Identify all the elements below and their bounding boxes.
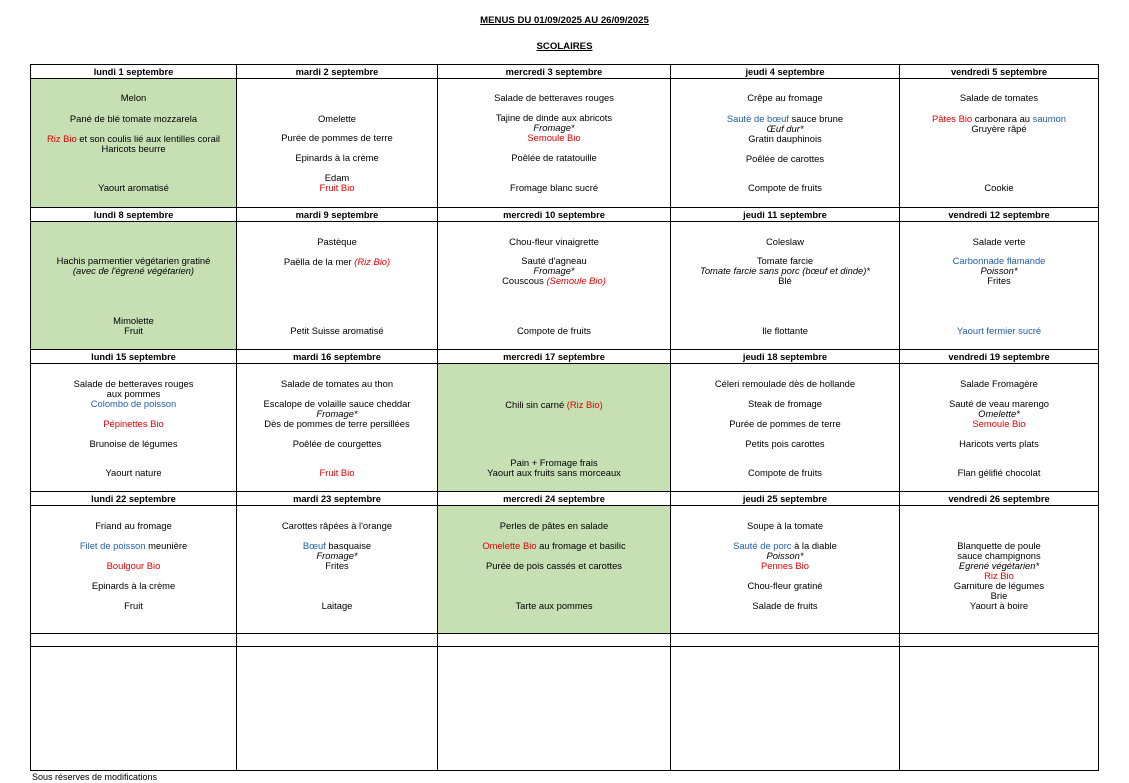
- menu-item-text: Poêlée de ratatouille: [511, 152, 597, 163]
- menu-subtitle: SCOLAIRES: [536, 41, 593, 52]
- menu-item-text: Fruit: [124, 325, 143, 336]
- menu-line: [237, 561, 437, 571]
- menu-item-text: Frites: [987, 275, 1011, 286]
- menu-line: [900, 379, 1098, 389]
- menu-line: [671, 93, 899, 103]
- menu-item-text: Petit Suisse aromatisé: [290, 325, 384, 336]
- menu-item-text: et son coulis lié aux lentilles corail: [76, 133, 220, 144]
- empty-cell: [31, 634, 237, 647]
- day-title: lundi 8 septembre: [31, 208, 237, 222]
- menu-item-text: Tajine de dinde aux abricots: [495, 112, 613, 123]
- menu-line: [31, 266, 236, 276]
- menu-item-text: Hachis parmentier végétarien gratiné: [56, 255, 211, 266]
- menu-line: [671, 134, 899, 144]
- day-title: mardi 23 septembre: [237, 492, 438, 506]
- menu-item-text: Fromage*: [533, 122, 575, 133]
- menu-item-text: Escalope de volaille sauce cheddar: [263, 398, 411, 409]
- day-title: mercredi 3 septembre: [438, 65, 671, 79]
- menu-title: MENUS DU 01/09/2025 AU 26/09/2025: [480, 15, 649, 26]
- day-menu-cell: [900, 364, 1099, 492]
- empty-cell: [671, 634, 900, 647]
- menu-line: [31, 581, 236, 591]
- menu-item-text: Ile flottante: [762, 325, 808, 336]
- menu-item-text: Salade de betteraves rouges: [73, 378, 194, 389]
- menu-line: [31, 601, 236, 611]
- week-header-row: [31, 65, 1099, 79]
- menu-item-text: Pépinettes Bio: [103, 418, 164, 429]
- menu-line: [438, 541, 670, 551]
- menu-item-text: Fromage*: [533, 265, 575, 276]
- menu-item-text: Pain + Fromage frais: [510, 457, 598, 468]
- menu-line: [671, 439, 899, 449]
- menu-item-text: Couscous: [502, 275, 547, 286]
- day-menu-cell: [31, 364, 237, 492]
- menu-line: [671, 326, 899, 336]
- menu-item-text: Pâtes Bio: [932, 113, 973, 124]
- menu-line: [671, 521, 899, 531]
- day-title: jeudi 25 septembre: [671, 492, 900, 506]
- menu-line: [237, 257, 437, 267]
- day-title: mercredi 10 septembre: [438, 208, 671, 222]
- menu-item-text: Salade verte: [972, 236, 1026, 247]
- menu-item-text: Pastèque: [317, 236, 357, 247]
- menu-item-text: Omelette*: [978, 408, 1020, 419]
- day-title: lundi 1 septembre: [31, 65, 237, 79]
- menu-line: [438, 326, 670, 336]
- menu-item-text: Gratin dauphinois: [748, 133, 822, 144]
- day-title: mardi 16 septembre: [237, 350, 438, 364]
- menu-item-text: Yaourt aromatisé: [98, 182, 169, 193]
- menu-item-text: Omelette Bio: [482, 540, 537, 551]
- day-menu-cell: [31, 79, 237, 208]
- menu-item-text: Purée de pommes de terre: [729, 418, 841, 429]
- menu-item-text: sauce brune: [788, 113, 844, 124]
- day-title: mercredi 24 septembre: [438, 492, 671, 506]
- menu-item-text: Garniture de légumes: [953, 580, 1045, 591]
- menu-item-text: Steak de fromage: [747, 398, 822, 409]
- menu-item-text: Compote de fruits: [748, 467, 822, 478]
- menu-item-text: Salade de betteraves rouges: [494, 92, 614, 103]
- menu-item-text: Purée de pois cassés et carottes: [485, 560, 622, 571]
- menu-line: [671, 419, 899, 429]
- menu-line: [671, 276, 899, 286]
- menu-item-text: Riz Bio: [984, 570, 1014, 581]
- menu-line: [900, 237, 1098, 247]
- menu-line: [900, 419, 1098, 429]
- menu-item-text: Boulgour Bio: [106, 560, 161, 571]
- menu-line: [900, 93, 1098, 103]
- menu-item-text: (Semoule Bio): [546, 275, 606, 286]
- menu-item-text: Soupe à la tomate: [746, 520, 824, 531]
- menu-line: [900, 276, 1098, 286]
- menu-line: [671, 601, 899, 611]
- menu-item-text: Friand au fromage: [95, 520, 172, 531]
- menu-item-text: saumon: [1032, 113, 1066, 124]
- menu-line: [237, 153, 437, 163]
- menu-item-text: Omelette: [317, 113, 357, 124]
- menu-calendar-table: [30, 64, 1099, 771]
- menu-item-text: Crêpe au fromage: [747, 92, 823, 103]
- day-menu-cell: [900, 79, 1099, 208]
- menu-item-text: Egrené végétarien*: [958, 560, 1040, 571]
- week-header-row: [31, 350, 1099, 364]
- menu-line: [671, 154, 899, 164]
- footer-note: Sous réserves de modifications: [32, 772, 158, 782]
- menu-item-text: Bœuf: [302, 540, 326, 551]
- menu-item-text: à la diable: [791, 540, 837, 551]
- menu-item-text: Chili sin carné: [505, 399, 567, 410]
- menu-item-text: au fromage et basilic: [536, 540, 626, 551]
- menu-line: [900, 439, 1098, 449]
- menu-item-text: (avec de l'égrené végétarien): [72, 265, 195, 276]
- menu-item-text: Melon: [120, 92, 147, 103]
- day-menu-cell: [438, 506, 671, 634]
- empty-cell: [438, 647, 671, 771]
- menu-item-text: Chou-fleur vinaigrette: [509, 236, 599, 247]
- menu-line: [31, 468, 236, 478]
- menu-line: [31, 144, 236, 154]
- week-header-row: [31, 492, 1099, 506]
- menu-line: [438, 276, 670, 286]
- day-menu-cell: [438, 79, 671, 208]
- menu-item-text: Fruit: [124, 600, 143, 611]
- menu-item-text: Yaourt nature: [105, 467, 162, 478]
- menu-item-text: Salade Fromagère: [960, 378, 1038, 389]
- menu-item-text: carbonara au: [972, 113, 1033, 124]
- menu-item-text: Perles de pâtes en salade: [499, 520, 609, 531]
- week-menu-row: [31, 222, 1099, 350]
- day-title: mardi 9 septembre: [237, 208, 438, 222]
- menu-line: [900, 468, 1098, 478]
- menu-line: [671, 581, 899, 591]
- day-title: jeudi 11 septembre: [671, 208, 900, 222]
- menu-line: [31, 561, 236, 571]
- menu-item-text: Poêlée de courgettes: [292, 438, 382, 449]
- menu-item-text: Fruit Bio: [319, 182, 355, 193]
- menu-item-text: Poêlée de carottes: [745, 153, 825, 164]
- menu-line: [31, 541, 236, 551]
- menu-line: [438, 468, 670, 478]
- menu-line: [237, 183, 437, 193]
- menu-item-text: Céleri remoulade dès de hollande: [714, 378, 856, 389]
- menu-item-text: Tomate farcie: [756, 255, 814, 266]
- menu-line: [438, 521, 670, 531]
- day-title: jeudi 18 septembre: [671, 350, 900, 364]
- menu-item-text: Edam: [324, 172, 350, 183]
- menu-line: [671, 468, 899, 478]
- menu-line: [900, 601, 1098, 611]
- menu-item-text: Mimolette: [113, 315, 154, 326]
- menu-item-text: Tarte aux pommes: [515, 600, 593, 611]
- menu-item-text: Tomate farcie sans porc (bœuf et dinde)*: [699, 265, 871, 276]
- menu-item-text: Blanquette de poule: [957, 540, 1041, 551]
- menu-item-text: Carottes râpées à l'orange: [281, 520, 393, 531]
- menu-item-text: basquaise: [325, 540, 372, 551]
- menu-item-text: Sauté de porc: [733, 540, 792, 551]
- menu-item-text: Brie: [990, 590, 1008, 601]
- menu-line: [237, 419, 437, 429]
- day-title: vendredi 12 septembre: [900, 208, 1099, 222]
- menu-line: [438, 153, 670, 163]
- day-title: lundi 22 septembre: [31, 492, 237, 506]
- menu-item-text: Poisson*: [766, 550, 804, 561]
- empty-cell: [438, 634, 671, 647]
- menu-line: [237, 237, 437, 247]
- menu-item-text: Poisson*: [980, 265, 1018, 276]
- empty-cell: [31, 647, 237, 771]
- menu-item-text: meunière: [145, 540, 188, 551]
- menu-line: [31, 326, 236, 336]
- menu-table-body: [31, 65, 1099, 771]
- menu-line: [237, 326, 437, 336]
- menu-item-text: Yaourt à boire: [969, 600, 1029, 611]
- menu-line: [900, 183, 1098, 193]
- day-menu-cell: [31, 222, 237, 350]
- menu-item-text: Fromage*: [316, 550, 358, 561]
- menu-line: [438, 601, 670, 611]
- menu-item-text: Filet de poisson: [79, 540, 146, 551]
- menu-item-text: Riz Bio: [46, 133, 77, 144]
- menu-item-text: Semoule Bio: [972, 418, 1026, 429]
- empty-cell: [237, 647, 438, 771]
- menu-item-text: Fromage*: [316, 408, 358, 419]
- menu-item-text: Haricots verts plats: [959, 438, 1039, 449]
- menu-item-text: Epinards à la crème: [295, 152, 379, 163]
- menu-line: [237, 133, 437, 143]
- day-menu-cell: [31, 506, 237, 634]
- day-menu-cell: [900, 222, 1099, 350]
- menu-item-text: Sauté de veau marengo: [948, 398, 1050, 409]
- menu-item-text: Frites: [325, 560, 349, 571]
- menu-line: [237, 468, 437, 478]
- day-menu-cell: [671, 222, 900, 350]
- empty-menu-row: [31, 647, 1099, 771]
- menu-item-text: Compote de fruits: [748, 182, 822, 193]
- menu-line: [31, 114, 236, 124]
- week-menu-row: [31, 364, 1099, 492]
- menu-line: [237, 601, 437, 611]
- day-menu-cell: [237, 506, 438, 634]
- menu-item-text: Brunoise de légumes: [89, 438, 178, 449]
- menu-line: [31, 399, 236, 409]
- menu-item-text: Pané de blé tomate mozzarela: [69, 113, 198, 124]
- menu-item-text: Salade de fruits: [752, 600, 818, 611]
- menu-item-text: Colombo de poisson: [90, 398, 177, 409]
- day-title: vendredi 19 septembre: [900, 350, 1099, 364]
- menu-item-text: Gruyère râpé: [971, 123, 1027, 134]
- menu-item-text: Compote de fruits: [517, 325, 591, 336]
- menu-item-text: (Riz Bio): [354, 256, 391, 267]
- day-menu-cell: [900, 506, 1099, 634]
- menu-line: [438, 133, 670, 143]
- day-menu-cell: [237, 364, 438, 492]
- menu-line: [237, 439, 437, 449]
- menu-line: [438, 237, 670, 247]
- menu-line: [438, 183, 670, 193]
- day-menu-cell: [671, 506, 900, 634]
- menu-line: [31, 93, 236, 103]
- menu-item-text: aux pommes: [106, 388, 161, 399]
- menu-item-text: Cookie: [984, 182, 1014, 193]
- day-menu-cell: [237, 79, 438, 208]
- menu-line: [31, 521, 236, 531]
- menu-item-text: Coleslaw: [765, 236, 805, 247]
- menu-item-text: Salade de tomates au thon: [280, 378, 394, 389]
- menu-item-text: Fruit Bio: [319, 467, 355, 478]
- menu-line: [237, 521, 437, 531]
- menu-item-text: Yaourt fermier sucré: [956, 325, 1042, 336]
- menu-item-text: Flan gélifié chocolat: [957, 467, 1041, 478]
- week-menu-row: [31, 506, 1099, 634]
- menu-item-text: Chou-fleur gratiné: [747, 580, 823, 591]
- menu-item-text: Petits pois carottes: [745, 438, 825, 449]
- menu-line: [671, 561, 899, 571]
- menu-line: [438, 400, 670, 410]
- empty-cell: [900, 647, 1099, 771]
- menu-line: [900, 124, 1098, 134]
- menu-item-text: Haricots beurre: [101, 143, 166, 154]
- week-menu-row: [31, 79, 1099, 208]
- menu-item-text: Purée de pommes de terre: [281, 132, 393, 143]
- day-title: vendredi 5 septembre: [900, 65, 1099, 79]
- menu-item-text: Epinards à la crème: [91, 580, 176, 591]
- day-title: mardi 2 septembre: [237, 65, 438, 79]
- menu-item-text: Sauté d'agneau: [521, 255, 587, 266]
- week-header-row: [31, 208, 1099, 222]
- day-menu-cell: [438, 222, 671, 350]
- day-title: lundi 15 septembre: [31, 350, 237, 364]
- menu-line: [438, 93, 670, 103]
- day-title: jeudi 4 septembre: [671, 65, 900, 79]
- menu-item-text: (Riz Bio): [566, 399, 603, 410]
- day-title: vendredi 26 septembre: [900, 492, 1099, 506]
- menu-line: [671, 237, 899, 247]
- menu-line: [31, 183, 236, 193]
- menu-line: [671, 399, 899, 409]
- menu-item-text: Sauté de bœuf: [726, 113, 789, 124]
- menu-line: [900, 326, 1098, 336]
- menu-item-text: sauce champignons: [957, 550, 1041, 561]
- menu-line: [237, 379, 437, 389]
- day-title: mercredi 17 septembre: [438, 350, 671, 364]
- day-menu-cell: [237, 222, 438, 350]
- empty-cell: [671, 647, 900, 771]
- day-menu-cell: [671, 364, 900, 492]
- menu-line: [237, 114, 437, 124]
- menu-item-text: Blé: [778, 275, 792, 286]
- menu-line: [671, 379, 899, 389]
- menu-line: [31, 419, 236, 429]
- menu-item-text: Carbonnade flamande: [952, 255, 1046, 266]
- menu-item-text: Fromage blanc sucré: [509, 182, 599, 193]
- menu-item-text: Paëlla de la mer: [283, 256, 355, 267]
- menu-item-text: Laitage: [321, 600, 353, 611]
- empty-header-row: [31, 634, 1099, 647]
- menu-line: [438, 561, 670, 571]
- menu-item-text: Semoule Bio: [527, 132, 581, 143]
- empty-cell: [900, 634, 1099, 647]
- empty-cell: [237, 634, 438, 647]
- menu-line: [31, 439, 236, 449]
- day-menu-cell: [438, 364, 671, 492]
- menu-item-text: Yaourt aux fruits sans morceaux: [487, 467, 621, 478]
- menu-item-text: Dès de pommes de terre persillées: [264, 418, 410, 429]
- menu-line: [671, 183, 899, 193]
- day-menu-cell: [671, 79, 900, 208]
- menu-item-text: Œuf dur*: [766, 123, 804, 134]
- menu-item-text: Salade de tomates: [959, 92, 1039, 103]
- menu-item-text: Pennes Bio: [761, 560, 809, 571]
